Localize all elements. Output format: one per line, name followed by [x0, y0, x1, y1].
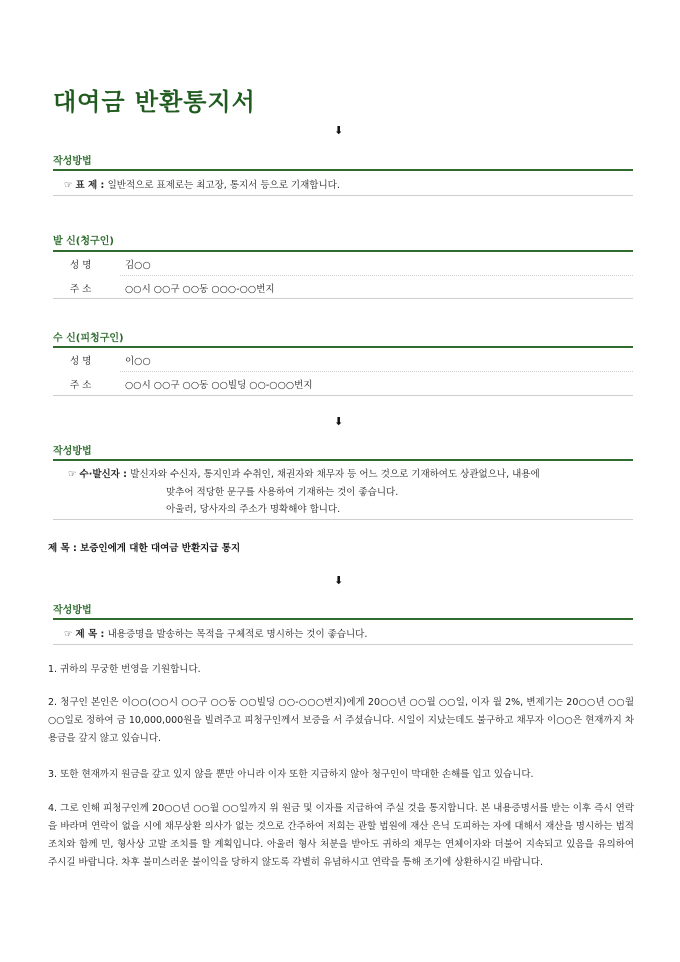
sender-name-value: 김○○ — [125, 260, 151, 271]
section-divider — [53, 644, 633, 645]
recipient-name-value: 이○○ — [125, 356, 151, 367]
section-rule — [53, 459, 633, 461]
sender-address-label: 주 소 — [70, 284, 92, 295]
note-text-line: 맞추어 적당한 문구를 사용하여 기재하는 것이 좋습니다. — [166, 487, 399, 498]
section-rule — [53, 346, 633, 348]
paragraph-2: 2. 청구인 본인은 이○○(○○시 ○○구 ○○동 ○○빌딩 ○○-○○○번지)에게 20○○년 ○○월 ○○일, 이자 월 2%, 변제기는 20○○년 ○○월 ○○일로 정하여 금 10,000,000원을 빌려주고 피청구인께서 보증을 서 주셨습니다. 시일이 지났는데도 불구하고 채무자 이○○은 현재까지 차용금을 갚지 않고 있습니다. — [48, 697, 634, 744]
section-divider — [53, 195, 633, 196]
method-label: 작성방법 — [53, 446, 92, 457]
note-text: 내용증명을 발송하는 목적을 구체적로 명시하는 것이 좋습니다. — [107, 629, 368, 640]
note-text-line: 아울러, 당사자의 주소가 명확해야 합니다. — [166, 504, 341, 515]
subject-line: 제 목 : 보증인에게 대한 대여금 반환지급 통지 — [48, 543, 241, 554]
recipient-name-label: 성 명 — [70, 356, 92, 367]
sender-label: 발 신(청구인) — [53, 236, 114, 247]
pointing-hand-icon: ☞ — [64, 629, 76, 640]
section-divider — [53, 395, 633, 396]
recipient-address-label: 주 소 — [70, 380, 92, 391]
down-arrow-icon: ⬇ — [334, 574, 344, 587]
row-divider — [120, 275, 633, 276]
note-key: 제 목 : — [75, 629, 108, 640]
section-rule — [53, 169, 633, 171]
recipient-address-value: ○○시 ○○구 ○○동 ○○빌딩 ○○-○○○번지 — [125, 380, 313, 391]
sender-address-value: ○○시 ○○구 ○○동 ○○○-○○번지 — [125, 284, 275, 295]
pointing-hand-icon: ☞ — [64, 180, 76, 191]
paragraph-1: 1. 귀하의 무궁한 번영을 기원합니다. — [48, 664, 201, 675]
note-key: 표 제 : — [75, 180, 108, 191]
paragraph-4: 4. 그로 인해 피청구인께 20○○년 ○○월 ○○일까지 위 원금 및 이자를 지급하여 주실 것을 통지합니다. 본 내용증명서를 받는 이후 즉시 연락을 바라며 연락이 없을 시에 채무상환 의사가 없는 것으로 간주하여 저희는 관할 법원에 재산 은닉 도피하는 자에 대해서 재산을 명시하는 법적 조치와 함께 민, 형사상 고발 조치를 할 계획입니다. 아울러 형사 처분을 받아도 귀하의 채무는 연체이자와 더불어 지속되고 있음을 유의하여 주시길 바랍니다. 차후 불미스러운 불이익을 당하지 않도록 각별히 유념하시고 연락을 통해 조기에 상환하시길 바랍니다. — [48, 803, 634, 868]
method-label: 작성방법 — [53, 605, 92, 616]
section-divider — [53, 298, 633, 299]
note-parties — [68, 466, 540, 480]
sender-name-label: 성 명 — [70, 260, 92, 271]
document-title: 대여금 반환통지서 — [53, 88, 256, 116]
note-key: 수·발신자 : — [79, 469, 131, 480]
section-divider — [53, 519, 633, 520]
note-text: 발신자와 수신자, 통지인과 수취인, 채권자와 채무자 등 어느 것으로 기재하여도 상관없으나, 내용에 — [130, 469, 540, 480]
note-text: 일반적으로 표제로는 최고장, 통지서 등으로 기재합니다. — [107, 180, 340, 191]
pointing-hand-icon: ☞ — [68, 469, 80, 480]
note-subject — [64, 626, 367, 640]
method-label: 작성방법 — [53, 156, 92, 167]
down-arrow-icon: ⬇ — [334, 415, 344, 428]
recipient-label: 수 신(피청구인) — [53, 333, 124, 344]
row-divider — [120, 371, 633, 372]
note-title — [64, 177, 340, 191]
paragraph-3: 3. 또한 현재까지 원금을 갚고 있지 않을 뿐만 아니라 이자 또한 지급하지 않아 청구인이 막대한 손해를 입고 있습니다. — [48, 769, 534, 780]
section-rule — [53, 250, 633, 252]
down-arrow-icon: ⬇ — [334, 124, 344, 137]
section-rule — [53, 618, 633, 620]
